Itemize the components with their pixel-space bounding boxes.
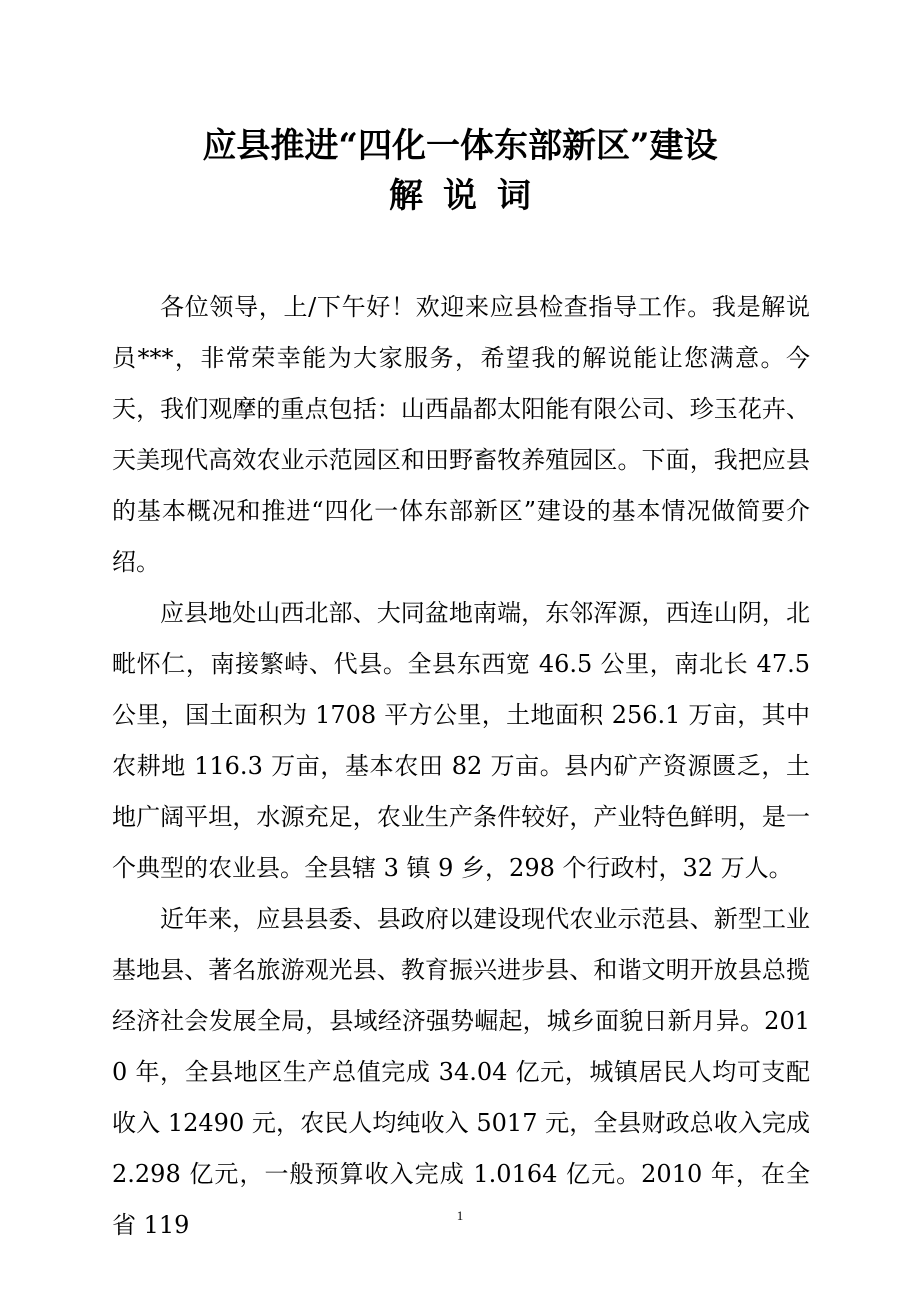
paragraph-overview: 应县地处山西北部、大同盆地南端，东邻浑源，西连山阴，北毗怀仁，南接繁峙、代县。全县东西宽 46.5 公里，南北长 47.5 公里，国土面积为 1708 平方公里，土地面积 256.1 万亩，其中农耕地 116.3 万亩，基本农田 82 万亩。县内矿产资源匮乏，土地广阔平坦，水源充足，农业生产条件较好，产业特色鲜明，是一个典型的农业县。全县辖 3 镇 9 乡，298 个行政村，32 万人。 [112,599,810,882]
document-title: 应县推进“四化一体东部新区”建设 [202,126,718,166]
paragraph-development: 近年来，应县县委、县政府以建设现代农业示范县、新型工业基地县、著名旅游观光县、教育振兴进步县、和谐文明开放县总揽经济社会发展全局，县域经济强势崛起，城乡面貌日新月异。2010 年，全县地区生产总值完成 34.04 亿元，城镇居民人均可支配收入 12490 元，农民人均纯收入 5017 元，全县财政总收入完成 2.298 亿元，一般预算收入完成 1.0164 亿元。2010 年，在全省 119 [112,905,810,1239]
document-subtitle: 解说词 [389,176,551,216]
page-number: 1 [456,1208,464,1223]
paragraph-intro: 各位领导，上/下午好！欢迎来应县检查指导工作。我是解说员***，非常荣幸能为大家服务，希望我的解说能让您满意。今天，我们观摩的重点包括：山西晶都太阳能有限公司、珍玉花卉、天美现代高效农业示范园区和田野畜牧养殖园区。下面，我把应县的基本概况和推进“四化一体东部新区”建设的基本情况做简要介绍。 [112,293,810,576]
document-body [112,282,810,1251]
